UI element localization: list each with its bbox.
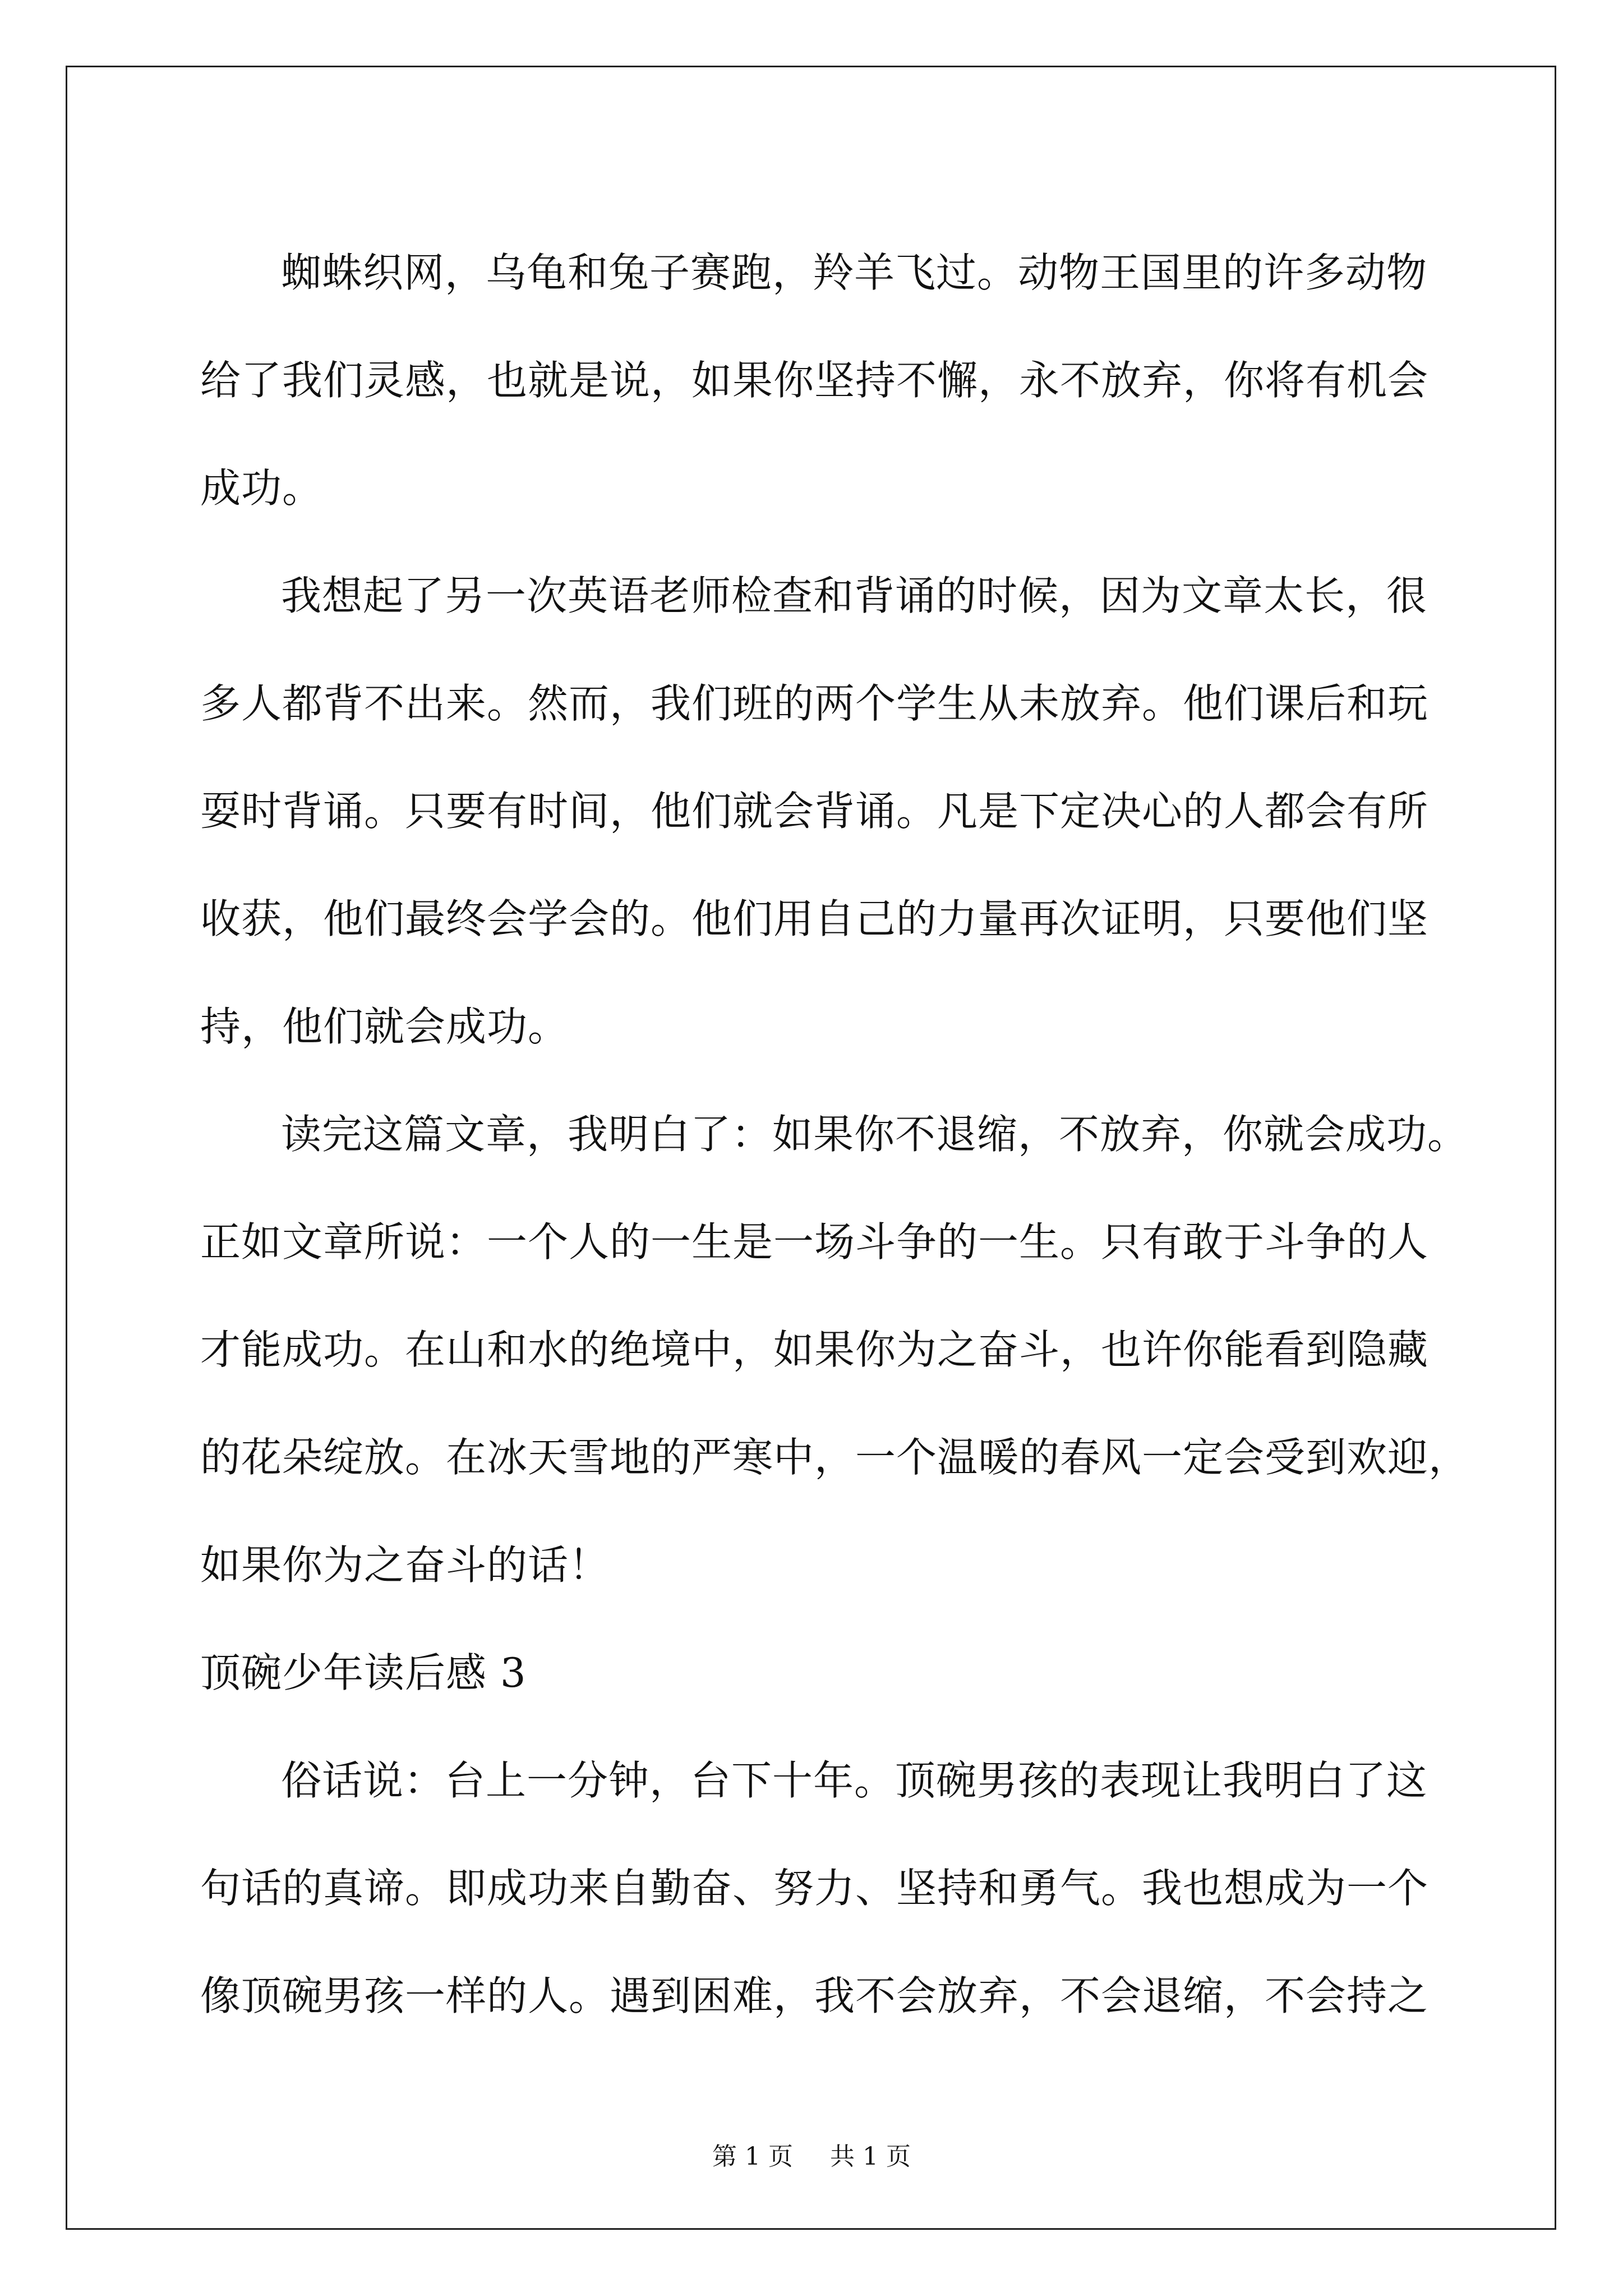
text-line: 耍时背诵。只要有时间，他们就会背诵。凡是下定决心的人都会有所 [200, 788, 1429, 835]
text-line: 才能成功。在山和水的绝境中，如果你为之奋斗，也许你能看到隐藏 [200, 1326, 1429, 1373]
text-line: 读完这篇文章，我明白了：如果你不退缩，不放弃，你就会成功。 [281, 1111, 1469, 1158]
document-body [200, 219, 1470, 2050]
page-total: 共 1 页 [830, 2142, 911, 2171]
text-line: 持，他们就会成功。 [200, 1003, 569, 1050]
page-footer [0, 2140, 1623, 2174]
text-line: 的花朵绽放。在冰天雪地的严寒中，一个温暖的春风一定会受到欢迎， [200, 1434, 1470, 1481]
page-number: 第 1 页 [712, 2142, 793, 2171]
text-line: 句话的真谛。即成功来自勤奋、努力、坚持和勇气。我也想成为一个 [200, 1865, 1429, 1912]
text-line: 给了我们灵感，也就是说，如果你坚持不懈，永不放弃，你将有机会 [200, 357, 1429, 404]
text-line: 像顶碗男孩一样的人。遇到困难，我不会放弃，不会退缩，不会持之 [200, 1972, 1429, 2019]
text-line: 如果你为之奋斗的话！ [200, 1542, 610, 1589]
section-heading: 顶碗少年读后感 3 [200, 1649, 527, 1696]
text-line: 正如文章所说：一个人的一生是一场斗争的一生。只有敢于斗争的人 [200, 1218, 1429, 1266]
text-line: 俗话说：台上一分钟，台下十年。顶碗男孩的表现让我明白了这 [281, 1757, 1428, 1804]
text-line: 蜘蛛织网，乌龟和兔子赛跑，羚羊飞过。动物王国里的许多动物 [281, 249, 1428, 296]
text-line: 收获，他们最终会学会的。他们用自己的力量再次证明，只要他们坚 [200, 895, 1429, 942]
text-line: 多人都背不出来。然而，我们班的两个学生从未放弃。他们课后和玩 [200, 680, 1429, 727]
text-line: 成功。 [200, 464, 324, 512]
text-line: 我想起了另一次英语老师检查和背诵的时候，因为文章太长，很 [281, 572, 1428, 619]
